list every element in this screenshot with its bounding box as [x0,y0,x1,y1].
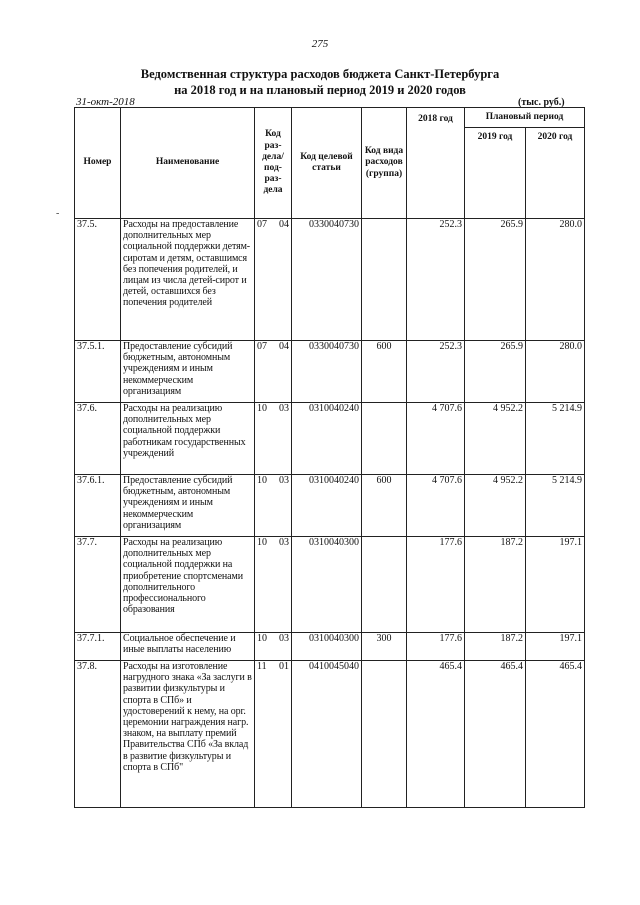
row-number: 37.7.1. [75,633,121,661]
row-podrazdel: 03 [271,475,292,537]
header-number: Номер [75,108,121,219]
row-razdel: 07 [255,219,271,341]
row-target-code: 0310040240 [292,475,362,537]
row-amount-2018: 177.6 [407,537,465,633]
header-planned-period: Плановый период [465,108,585,128]
row-amount-2018: 252.3 [407,341,465,403]
row-number: 37.8. [75,661,121,808]
row-amount-2019: 265.9 [465,219,526,341]
row-amount-2020: 280.0 [526,341,585,403]
row-name: Предоставление субсидий бюджетным, автономным учреждениям и иным некоммерческим организациям [121,475,255,537]
row-razdel: 10 [255,633,271,661]
row-number: 37.7. [75,537,121,633]
budget-table [74,107,585,808]
row-target-code: 0310040240 [292,403,362,475]
row-amount-2019: 4 952.2 [465,475,526,537]
row-podrazdel: 03 [271,403,292,475]
header-expense-type-code: Код вида расходов (группа) [362,108,407,219]
row-expense-type: 300 [362,633,407,661]
row-amount-2019: 187.2 [465,537,526,633]
header-target-code: Код целевой статьи [292,108,362,219]
header-section-code: Код раз- дела/ под- раз- дела [255,108,292,219]
row-name: Предоставление субсидий бюджетным, автономным учреждениям и иным некоммерческим организациям [121,341,255,403]
row-razdel: 11 [255,661,271,808]
row-amount-2018: 252.3 [407,219,465,341]
table-row [75,661,585,808]
row-number: 37.5.1. [75,341,121,403]
row-razdel: 10 [255,403,271,475]
document-date: 31-окт-2018 [76,96,135,108]
row-amount-2020: 197.1 [526,537,585,633]
row-amount-2020: 280.0 [526,219,585,341]
row-podrazdel: 04 [271,219,292,341]
row-podrazdel: 03 [271,633,292,661]
row-amount-2020: 5 214.9 [526,475,585,537]
row-expense-type [362,403,407,475]
row-razdel: 07 [255,341,271,403]
row-amount-2018: 4 707.6 [407,475,465,537]
row-number: 37.5. [75,219,121,341]
table-row [75,219,585,341]
title-line-1: Ведомственная структура расходов бюджета Санкт-Петербурга [140,67,500,81]
row-amount-2018: 465.4 [407,661,465,808]
header-2019: 2019 год [465,128,526,219]
row-name: Расходы на предоставление дополнительных мер социальной поддержки детям-сиротам и детям, оставшимся без попечения родителей, и лицам из числа детей-сирот и детей, оставшихся без попечения родителей [121,219,255,341]
row-expense-type: 600 [362,475,407,537]
row-number: 37.6. [75,403,121,475]
header-2018: 2018 год [407,108,465,219]
row-name: Расходы на реализацию дополнительных мер социальной поддержки на приобретение спортсменами дополнительного профессионального образования [121,537,255,633]
table-row [75,341,585,403]
row-name: Социальное обеспечение и иные выплаты населению [121,633,255,661]
margin-mark: - [56,208,60,219]
table-row [75,475,585,537]
row-amount-2019: 4 952.2 [465,403,526,475]
document-title [0,66,640,98]
row-podrazdel: 01 [271,661,292,808]
row-amount-2019: 265.9 [465,341,526,403]
row-target-code: 0330040730 [292,341,362,403]
units-label: (тыс. руб.) [518,97,565,108]
row-amount-2019: 465.4 [465,661,526,808]
table-row [75,537,585,633]
row-amount-2018: 4 707.6 [407,403,465,475]
row-expense-type: 600 [362,341,407,403]
row-razdel: 10 [255,537,271,633]
table-row [75,403,585,475]
row-name: Расходы на реализацию дополнительных мер социальной поддержки работникам государственных учреждений [121,403,255,475]
row-amount-2020: 5 214.9 [526,403,585,475]
page-number: 275 [311,38,329,50]
title-line-2: на 2018 год и на плановый период 2019 и 2020 годов [174,83,466,97]
header-2020: 2020 год [526,128,585,219]
row-expense-type [362,537,407,633]
row-amount-2019: 187.2 [465,633,526,661]
row-name: Расходы на изготовление нагрудного знака «За заслуги в развитии физкультуры и спорта в СПб» и удостоверений к нему, на орг. церемонии награждения нагр. знаком, на выплату премий Правительства СПб «За вклад в развитие физкультуры и спорта в СПб" [121,661,255,808]
row-amount-2018: 177.6 [407,633,465,661]
row-target-code: 0310040300 [292,633,362,661]
header-name: Наименование [121,108,255,219]
row-razdel: 10 [255,475,271,537]
row-target-code: 0410045040 [292,661,362,808]
row-target-code: 0310040300 [292,537,362,633]
row-number: 37.6.1. [75,475,121,537]
row-amount-2020: 197.1 [526,633,585,661]
row-target-code: 0330040730 [292,219,362,341]
table-row [75,633,585,661]
row-podrazdel: 04 [271,341,292,403]
row-amount-2020: 465.4 [526,661,585,808]
row-expense-type [362,219,407,341]
row-podrazdel: 03 [271,537,292,633]
row-expense-type [362,661,407,808]
